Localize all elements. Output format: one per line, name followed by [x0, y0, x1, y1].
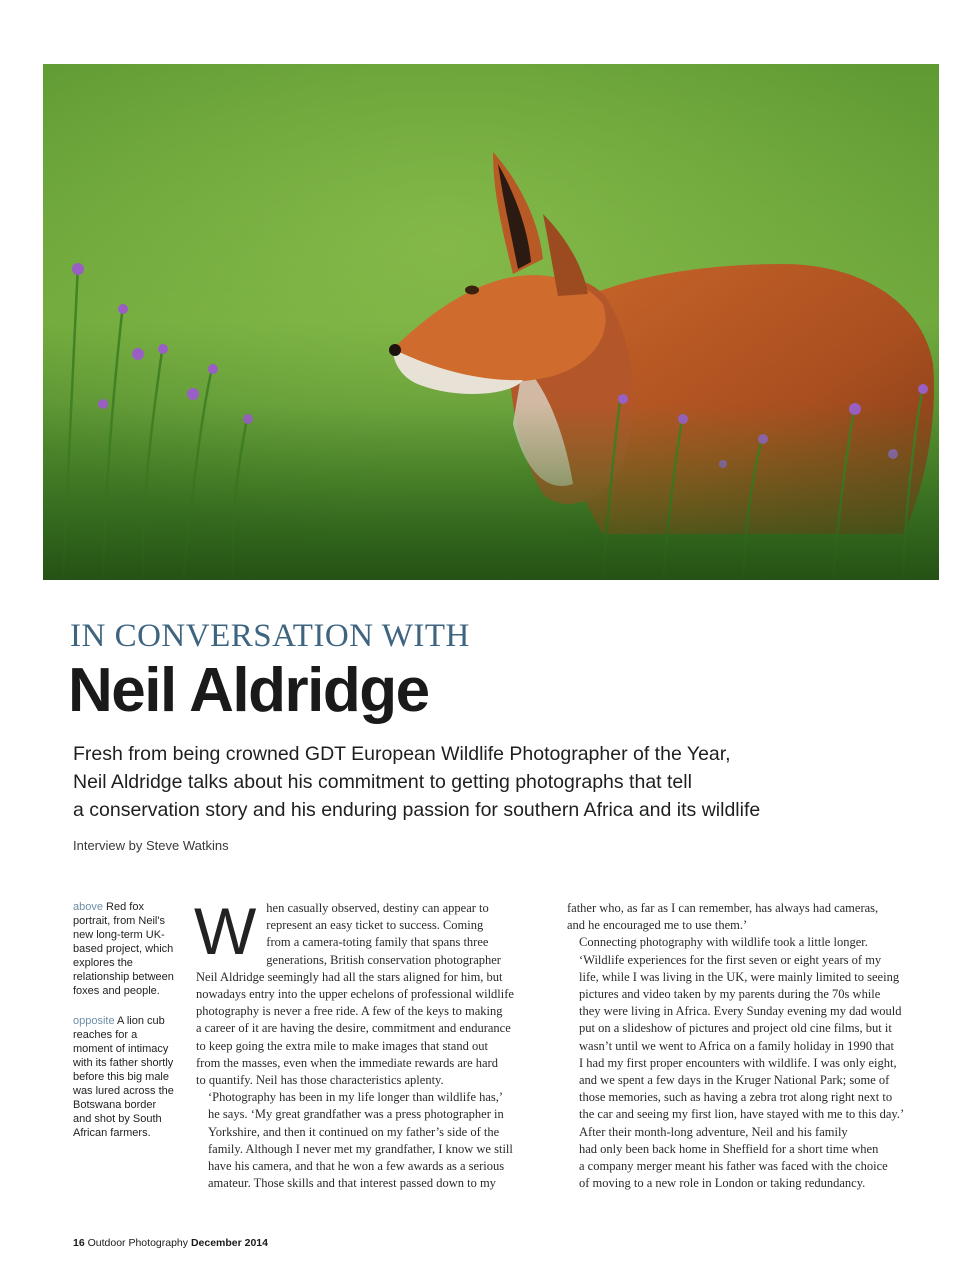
- photo-captions: [73, 900, 175, 1156]
- article-paragraph: [567, 900, 912, 934]
- article-line: he says. ‘My great grandfather was a press photographer in: [208, 1107, 504, 1122]
- article-line: a career of it are having the desire, commitment and endurance: [196, 1021, 511, 1036]
- page-footer: [73, 1237, 268, 1249]
- article-line: of moving to a new role in London or taking redundancy.: [579, 1176, 866, 1191]
- article-line: have his camera, and that he won a few awards as a serious: [208, 1159, 505, 1174]
- article-line: generations, British conservation photographer: [266, 952, 501, 967]
- article-line: photography is never a free ride. A few of the keys to making: [196, 1004, 503, 1019]
- standfirst-line: a conservation story and his enduring passion for southern Africa and its wildlife: [73, 799, 761, 821]
- byline: Interview by Steve Watkins: [73, 838, 229, 853]
- article-line: wasn’t until we went to Africa on a family holiday in 1990 that: [579, 1038, 894, 1053]
- article-paragraph: [194, 894, 546, 1089]
- article-line: Connecting photography with wildlife took a little longer.: [579, 935, 868, 950]
- page-number: 16: [73, 1237, 85, 1249]
- article-line: ‘Photography has been in my life longer than wildlife has,’: [208, 1090, 504, 1105]
- article-paragraph: [567, 1124, 912, 1193]
- article-paragraph: [567, 934, 912, 1123]
- article-line: and we spent a few days in the Kruger National Park; some of: [579, 1073, 890, 1088]
- article-line: hen casually observed, destiny can appear to: [266, 901, 489, 915]
- article-line: pictures and video taken by my parents during the 70s while: [579, 987, 881, 1002]
- caption-above: [73, 900, 175, 998]
- caption-label: opposite: [73, 1015, 115, 1027]
- article-line: I had my first proper encounters with wildlife. I was only eight,: [579, 1055, 897, 1070]
- article-line: Neil Aldridge seemingly had all the stars aligned for him, but: [196, 969, 503, 984]
- kicker-heading: IN CONVERSATION WITH: [70, 618, 470, 654]
- standfirst-line: Neil Aldridge talks about his commitment to getting photographs that tell: [73, 771, 692, 793]
- article-line: father who, as far as I can remember, has always had cameras,: [567, 901, 879, 915]
- article-line: from a camera-toting family that spans three: [266, 935, 489, 950]
- article-line: life, while I was living in the UK, were mainly limited to seeing: [579, 969, 900, 984]
- article-line: represent an easy ticket to success. Coming: [266, 918, 484, 933]
- article-line: After their month-long adventure, Neil and his family: [579, 1124, 848, 1139]
- article-line: nowadays entry into the upper echelons of professional wildlife: [196, 987, 514, 1002]
- article-line: Yorkshire, and then it continued on my father’s side of the: [208, 1124, 500, 1139]
- caption-text: A lion cub reaches for a moment of intimacy with its father shortly before this big male was lured across the Botswana border and shot by South African farmers.: [73, 1015, 174, 1139]
- article-column-1: [194, 894, 546, 1192]
- article-line: they were living in Africa. Every Sunday evening my dad would: [579, 1004, 902, 1019]
- article-line: amateur. Those skills and that interest passed down to my: [208, 1176, 496, 1191]
- article-line: to quantify. Neil has those characteristics aplenty.: [196, 1073, 444, 1088]
- caption-opposite: [73, 1014, 175, 1140]
- article-line: family. Although I never met my grandfather, I know we still: [208, 1141, 513, 1156]
- magazine-name: Outdoor Photography: [87, 1237, 189, 1249]
- caption-label: above: [73, 901, 103, 913]
- article-line: and he encouraged me to use them.’: [567, 918, 748, 933]
- standfirst: [73, 740, 873, 824]
- hero-photo-red-fox: [43, 64, 939, 580]
- article-column-2: [567, 900, 912, 1192]
- article-title: Neil Aldridge: [68, 656, 429, 725]
- issue-date: December 2014: [190, 1237, 268, 1249]
- article-line: put on a slideshow of pictures and project old cine films, but it: [579, 1021, 892, 1036]
- article-line: had only been back home in Sheffield for a short time when: [579, 1141, 879, 1156]
- article-line: ‘Wildlife experiences for the first seven or eight years of my: [579, 952, 882, 967]
- article-paragraph: [196, 1089, 546, 1192]
- article-line: to keep going the extra mile to make images that stand out: [196, 1038, 488, 1053]
- article-line: the car and seeing my first lion, have stayed with me to this day.’: [579, 1107, 905, 1122]
- article-line: from the masses, even when the immediate rewards are hard: [196, 1055, 498, 1070]
- article-line: those memories, such as having a zebra trot along right next to: [579, 1090, 893, 1105]
- article-line: a company merger meant his father was faced with the choice: [579, 1159, 888, 1174]
- standfirst-line: Fresh from being crowned GDT European Wildlife Photographer of the Year,: [73, 743, 731, 765]
- drop-cap: W: [194, 894, 257, 968]
- caption-text: Red fox portrait, from Neil's new long-term UK-based project, which explores the relationship between foxes and people.: [73, 901, 174, 997]
